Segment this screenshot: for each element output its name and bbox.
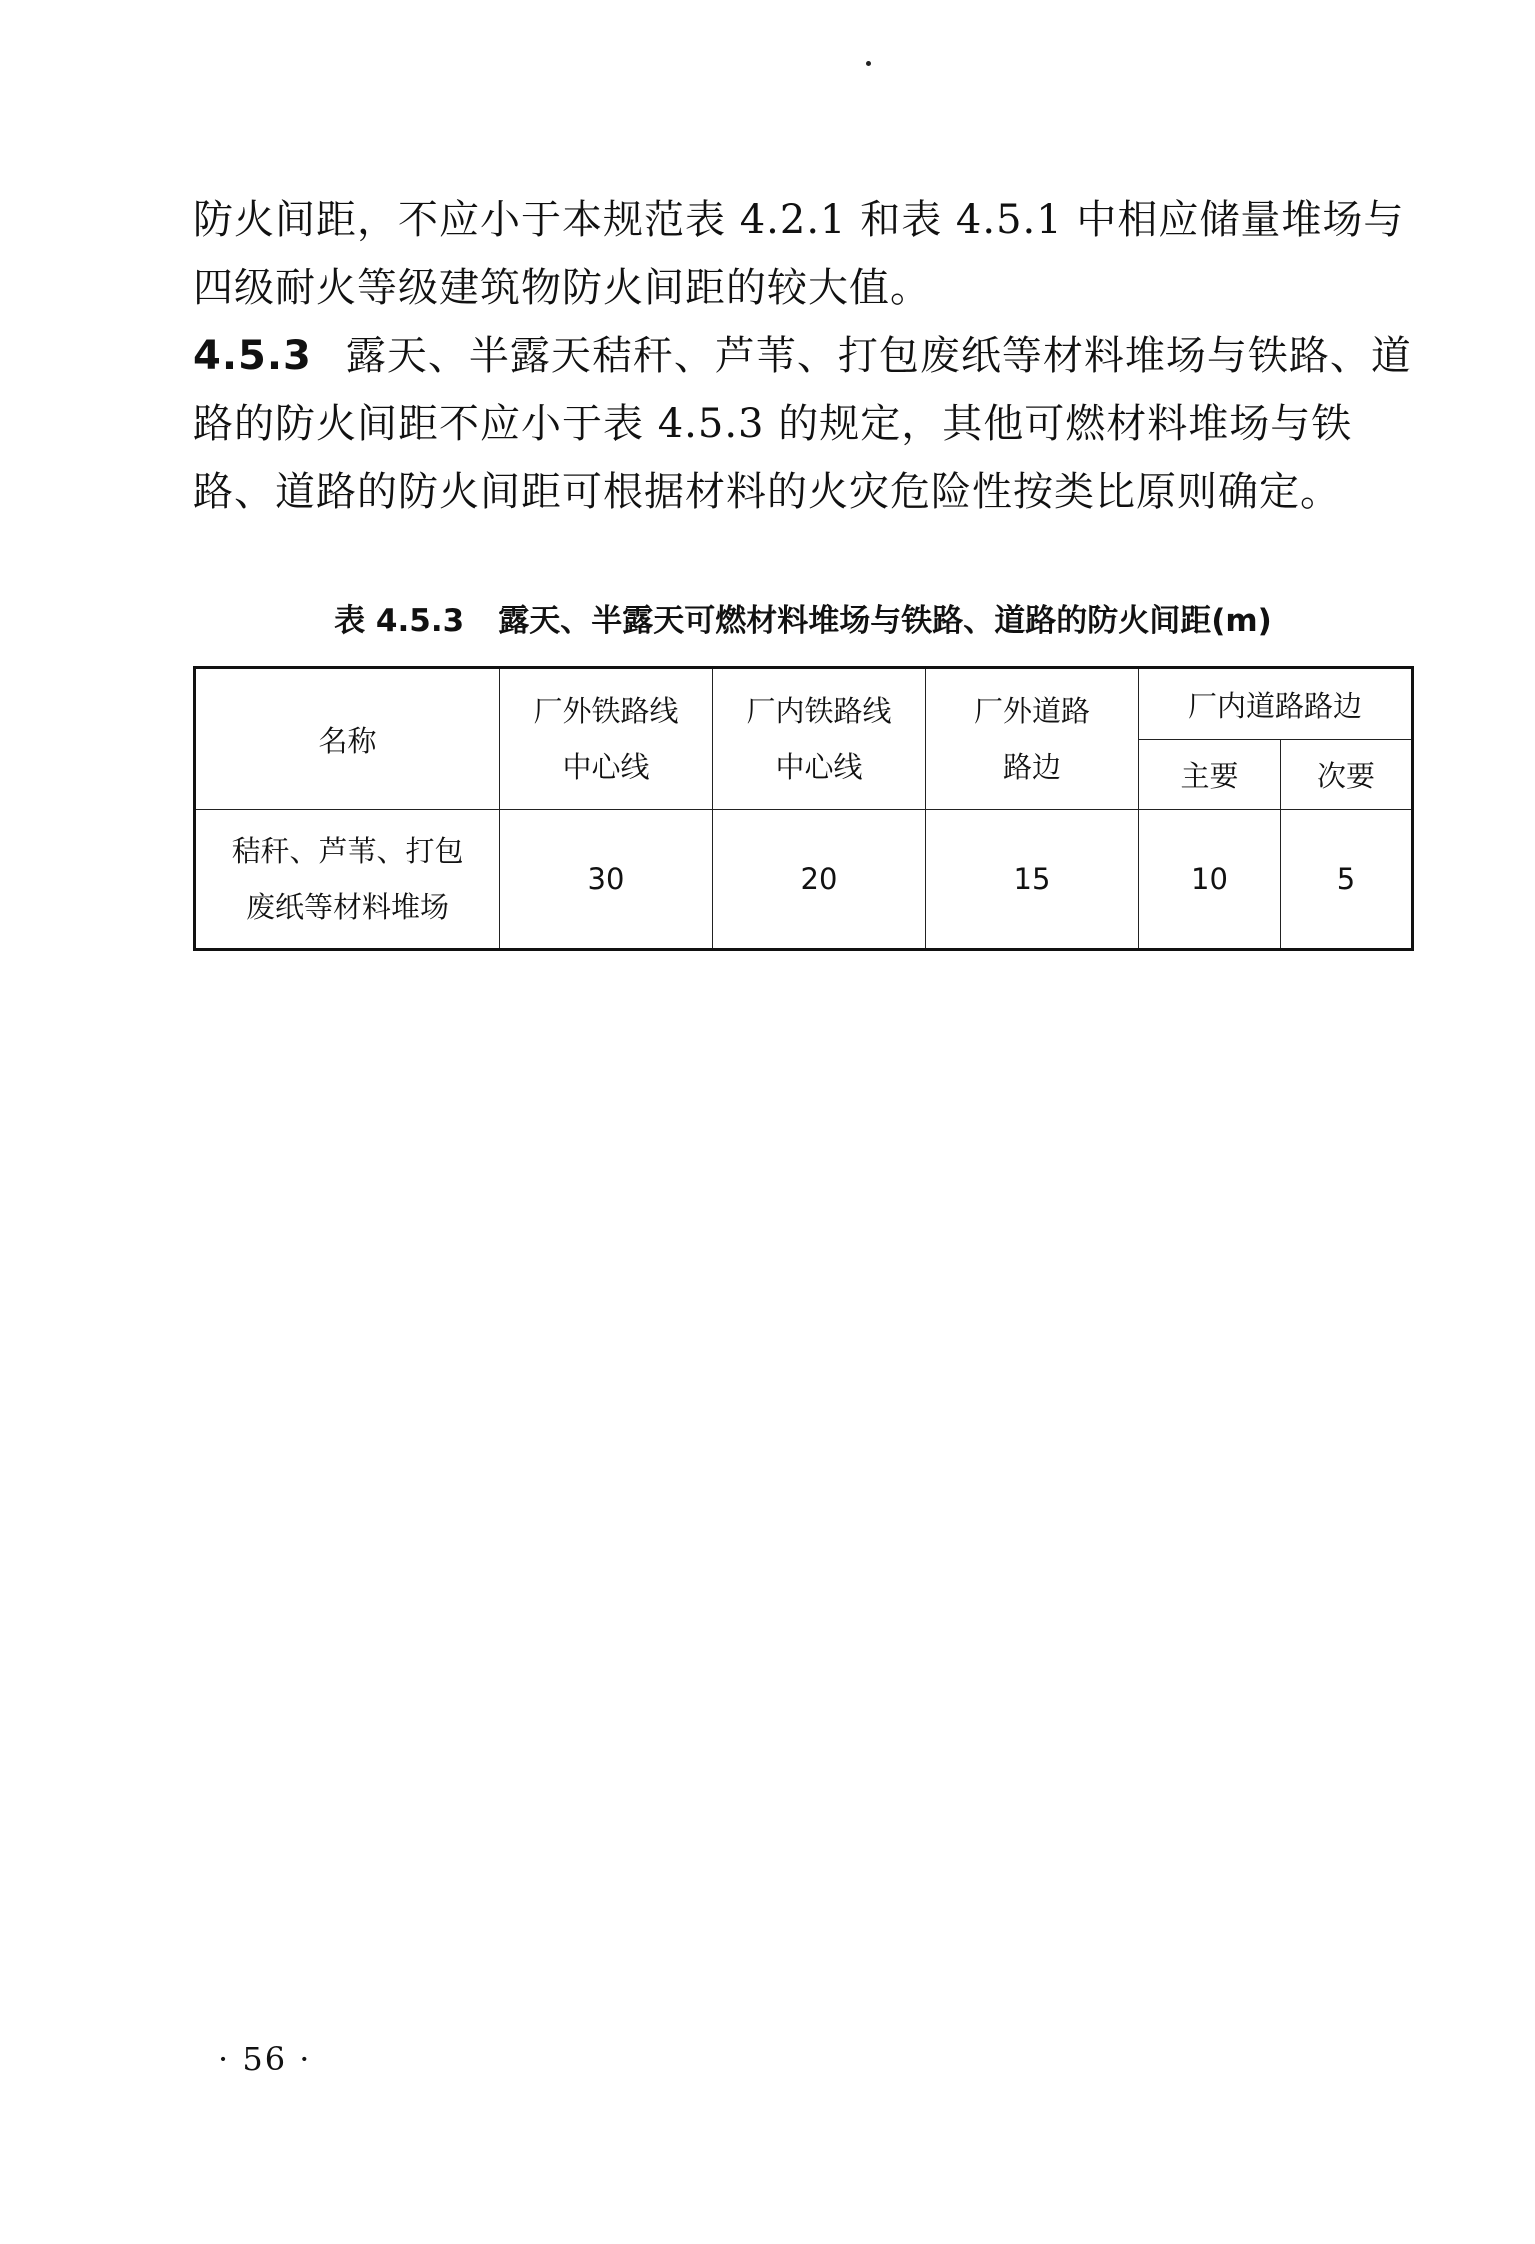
header-outside-road: 厂外道路 路边 bbox=[926, 668, 1139, 810]
fire-distance-table bbox=[193, 666, 1414, 951]
scan-mark bbox=[866, 61, 871, 66]
table-caption bbox=[193, 598, 1413, 644]
value-inside-road-main: 10 bbox=[1139, 810, 1281, 950]
paragraph-text: 防火间距，不应小于本规范表 4.2.1 和表 4.5.1 中相应储量堆场与四级耐火等级建筑物防火间距的较大值。 bbox=[193, 197, 1405, 311]
paragraph-continuation bbox=[193, 186, 1413, 322]
header-inside-road-group: 厂内道路路边 bbox=[1139, 668, 1413, 740]
value-inside-railway: 20 bbox=[713, 810, 926, 950]
header-name: 名称 bbox=[195, 668, 500, 810]
paragraph-clause-4-5-3 bbox=[193, 322, 1413, 526]
value-outside-railway: 30 bbox=[500, 810, 713, 950]
row-name-cell: 秸秆、芦苇、打包 废纸等材料堆场 bbox=[195, 810, 500, 950]
header-inside-railway: 厂内铁路线 中心线 bbox=[713, 668, 926, 810]
paragraph-text: 露天、半露天秸秆、芦苇、打包废纸等材料堆场与铁路、道路的防火间距不应小于表 4.5.3 的规定，其他可燃材料堆场与铁路、道路的防火间距可根据材料的火灾危险性按类比原则确定。 bbox=[193, 333, 1412, 515]
clause-number: 4.5.3 bbox=[193, 333, 312, 379]
table-caption-text: 露天、半露天可燃材料堆场与铁路、道路的防火间距(m) bbox=[498, 603, 1272, 639]
value-inside-road-secondary: 5 bbox=[1281, 810, 1413, 950]
table-row bbox=[195, 810, 1413, 950]
table-caption-number: 表 4.5.3 bbox=[334, 603, 465, 639]
header-inside-road-main: 主要 bbox=[1139, 740, 1281, 810]
value-outside-road: 15 bbox=[926, 810, 1139, 950]
header-inside-road-secondary: 次要 bbox=[1281, 740, 1413, 810]
page-number: · 56 · bbox=[218, 2040, 312, 2078]
header-outside-railway: 厂外铁路线 中心线 bbox=[500, 668, 713, 810]
